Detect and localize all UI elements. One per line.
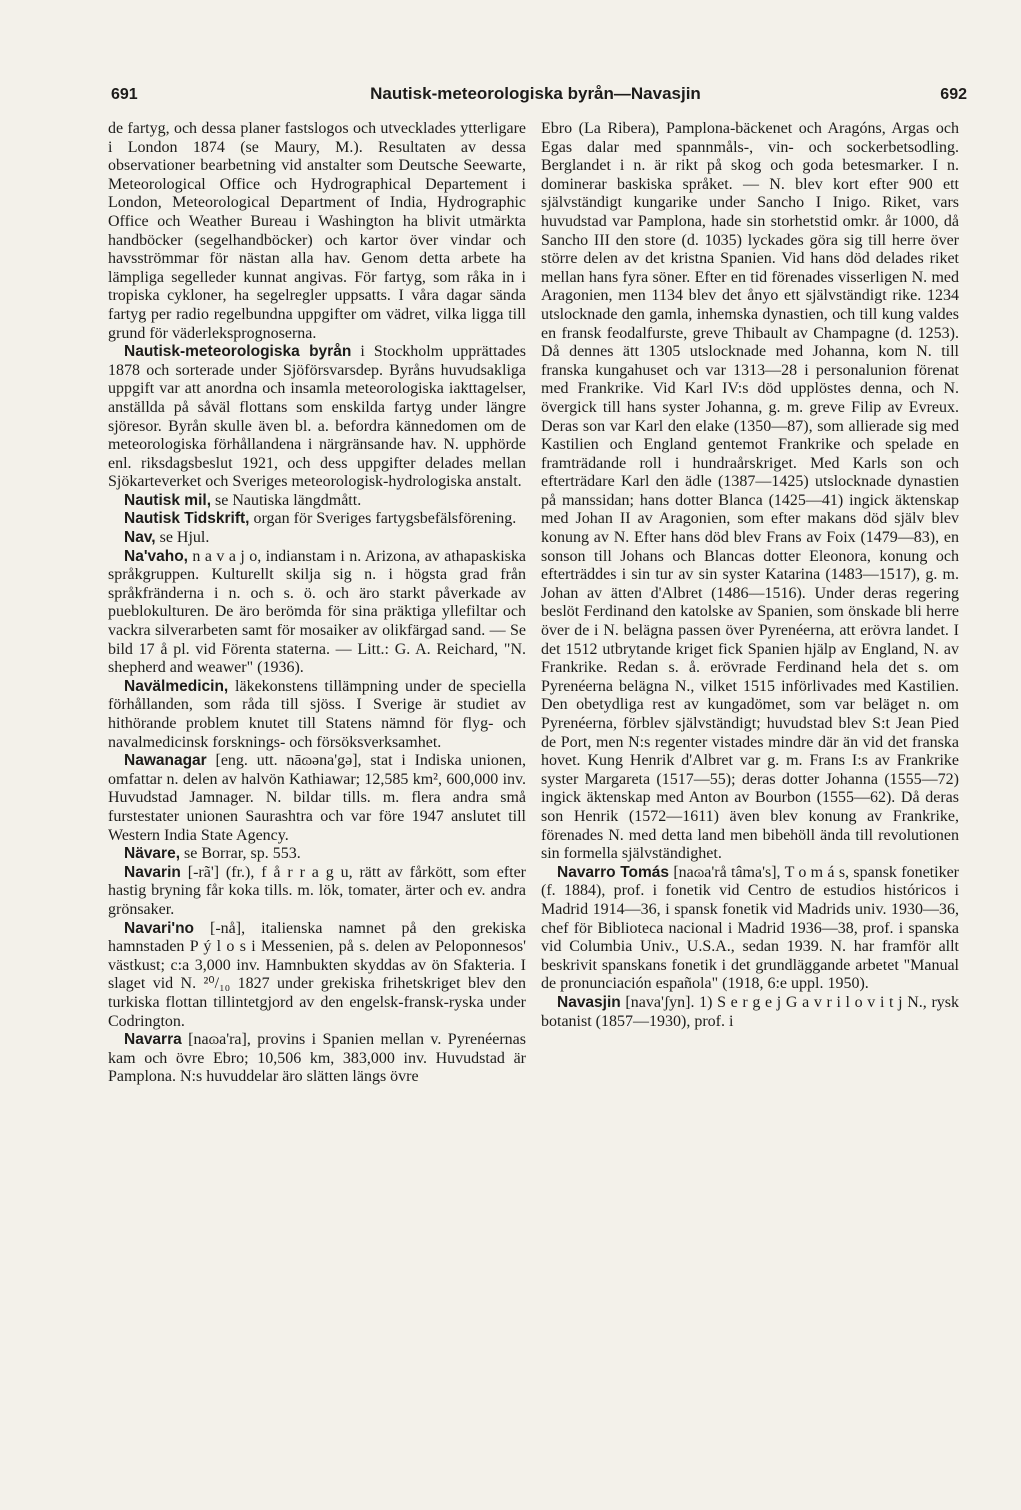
right-page-number: 692 — [940, 86, 967, 103]
entry-text: organ för Sveriges fartygsbefälsförening. — [249, 510, 517, 528]
dictionary-entry — [108, 845, 526, 864]
entry-headword: Nävare, — [124, 845, 181, 863]
dictionary-entry — [108, 492, 526, 511]
entry-text: de fartyg, och dessa planer fastslogos och utvecklades ytterligare i London 1874 (se Maury, M.). Resultaten av dessa observationer bearbetning vid anstalter som Deutsche Seewarte, Meteorological Office och Hydrographical Departement i London, Meteorological Department of India, Hydrographic Office och Weather Bureau i Washington ha blivit utmärkta handböcker (segelhandböcker) och kartor över vindar och havsströmmar för nästan alla hav. Genom detta arbete ha lämpliga segelleder kunnat angivas. För fartyg, som råka in i tropiska cykloner, ha segelregler uppsatts. I våra dagar sända fartyg per radio regelbundna uppgifter om vädret, vilka ligga till grund för väderleksprognoserna. — [108, 120, 526, 342]
entry-headword: Nautisk Tidskrift, — [124, 510, 250, 528]
entry-headword: Nawanagar — [124, 752, 207, 770]
entry-text: [-nå], italienska namnet på den grekiska hamnstaden P ý l o s i Messenien, på s. delen av Peloponnesos' västkust; c:a 3,000 inv. Hamnbukten skyddas av ön Sfakteria. I slaget vid N. ²⁰/₁₀ 1827 under grekiska frihetskriget blev den turkiska flottan tillintetgjord av den engelsk-fransk-ryska under Codrington. — [108, 919, 526, 1030]
entry-text: se Borrar, sp. 553. — [180, 845, 301, 863]
running-title: Nautisk-meteorologiska byrån—Navasjin — [370, 84, 701, 103]
entry-text: se Nautiska längdmått. — [211, 491, 362, 509]
dictionary-entry — [108, 548, 526, 678]
entry-headword: Navälmedicin, — [124, 677, 229, 695]
entry-text: läkekonstens tillämpning under de speciella förhållanden, som råda till sjöss. I Sverige är studiet av hithörande problem knutet till Statens nämnd för flyg- och navalmedicinsk forsknings- och försöksverksamhet. — [108, 677, 526, 751]
entry-text: i Stockholm upprättades 1878 och sorterade under Sjöförsvarsdep. Byråns huvudsakliga uppgift var att anordna och insamla meteorologiska iakttagelser, anställda på såväl flottans som enskilda fartyg under längre sjöresor. Byrån skulle även bl. a. befordra kännedomen om de meteorologiska förhållandena i närgränsande hav. N. upphörde enl. riksdagsbeslut 1921, och dess uppgifter delades mellan Sjökarteverket och Sveriges meteorologisk-hydrologiska anstalt. — [108, 343, 527, 491]
dictionary-entry — [108, 1031, 526, 1087]
left-page-number: 691 — [111, 86, 138, 103]
entry-text: [-rã'] (fr.), f å r r a g u, rätt av fårkött, som efter hastig bryning får koka tills. m. lök, tomater, ärter och ev. andra grönsaker. — [108, 863, 526, 918]
entry-continuation — [541, 120, 959, 864]
entry-headword: Navarra — [124, 1031, 182, 1049]
entry-headword: Nautisk-meteorologiska byrån — [124, 343, 352, 361]
entry-headword: Navari'no — [124, 919, 195, 937]
entry-continuation — [108, 120, 526, 343]
dictionary-entry — [108, 510, 526, 529]
page-header — [108, 84, 967, 108]
entry-headword: Nav, — [124, 529, 156, 547]
dictionary-entry — [108, 678, 526, 752]
entry-text: Ebro (La Ribera), Pamplona-bäckenet och Aragóns, Argas och Egas dalar med spannmåls-, vin- och sockerbetsodling. Berglandet i n. är rikt på skog och goda betesmarker. I n. dominerar baskiska språket. — N. blev kort efter 900 ett självständigt kungarike under Sancho I Inigo. Riket, vars huvudstad var Pamplona, hade sin storhetstid omkr. år 1000, då Sancho III den store (d. 1035) lyckades göra sig till herre över större delen av det kristna Spanien. Vid hans död delades riket mellan hans fyra söner. Efter en tid förenades visserligen N. med Aragonien, men 1134 blev det ånyo ett självständigt rike. 1234 utslocknade den gamla, inhemska dynastien, och till kung valdes en fransk feodalfurste, greve Thibault av Champagne (d. 1253). Då dennes ätt 1305 utslocknade med Johanna, kom N. till franska kungahuset och var 1313—28 i personalunion förenat med Frankrike. Vid Karl IV:s död upplöstes denna, och N. övergick till hans syster Johanna, g. m. greve Filip av Evreux. Deras son var Karl den elake (1350—87), som allierade sig med Kastilien och England gentemot Frankrike och spelade en framträdande roll i hundraårskriget. Med Karls son och efterträdare Karl den ädle (1387—1425) utslocknade dynastien på manssidan; hans dotter Blanca (1425—41) ingick äktenskap med Johan II av Aragonien, som efter makans död själv blev konung av N. Efter hans död blev Frans av Foix (1479—83), en sonson till Johans och Blancas dotter Eleonora, konung och efterträddes i sin tur av sin syster Katarina (1483—1517), g. m. Johan av ätten d'Albret (1486—1516). Under deras regering beslöt Ferdinand den katolske av Spanien, som önskade bli herre över de i N. belägna passen över Pyrenéerna, att erövra landet. I det 1512 utbrytande kriget fick Spanien hjälp av England, N. av Frankrike. Redan s. å. erövrade Ferdinand hela det s. om Pyrenéerna belägna N., vilket 1515 införlivades med Kastilien. Den obetydliga rest av kungadömet, som var beläget n. om Pyrenéerna, förblev självständigt; huvudstad blev S:t Jean Pied de Port, men N:s regenter vistades mindre där än vid det franska hovet. Kung Henrik d'Albret var g. m. Frans I:s av Frankrike syster Margareta (1517—55); deras dotter Johanna (1555—72) ingick äktenskap med Anton av Bourbon (1555—62). Då deras son Henrik (1572—1611) även blev konung av Frankrike, förenades N. med detta land men bibehöll ända till revolutionen sin formella självständighet. — [541, 120, 959, 863]
dictionary-entry — [108, 752, 526, 845]
entry-text: se Hjul. — [155, 529, 210, 547]
entry-headword: Navasjin — [557, 993, 621, 1011]
dictionary-entry — [108, 864, 526, 920]
entry-headword: Nautisk mil, — [124, 491, 211, 509]
entry-headword: Navarro Tomás — [557, 863, 670, 881]
entry-headword: Navarin — [124, 863, 181, 881]
entry-text: [nava'ʃyn]. 1) S e r g e j G a v r i l o v i t j N., rysk botanist (1857—1930), prof. i — [541, 993, 959, 1030]
entry-headword: Na'vaho, — [124, 547, 188, 565]
entry-text: [naɷa'ra], provins i Spanien mellan v. Pyrenéernas kam och övre Ebro; 10,506 km, 383,000 inv. Huvudstad är Pamplona. N:s huvuddelar äro slätten längs övre — [108, 1031, 526, 1086]
dictionary-entry — [108, 529, 526, 548]
entry-text: n a v a j o, indianstam i n. Arizona, av athapaskiska språkgruppen. Kulturellt skilja sig n. i högsta grad från språkfränderna i n. och s. ö. och äro starkt påverkade av pueblokulturen. De äro berömda för sina präktiga yllefiltar och vackra silverarbeten samt för mosaiker av olikfärgad sand. — Se bild 17 å pl. vid Förenta staterna. — Litt.: G. A. Reichard, "N. shepherd and weawer" (1936). — [108, 547, 526, 677]
entry-text: [eng. utt. nāɷəna'gə], stat i Indiska unionen, omfattar n. delen av halvön Kathiawar; 12,585 km², 600,000 inv. Huvudstad Jamnager. N. bildar tills. m. flera andra små furstestater unionen Saurashtra och var före 1947 anslutet till Western India State Agency. — [108, 752, 526, 844]
dictionary-entry — [108, 343, 526, 492]
dictionary-entry — [541, 994, 959, 1031]
entry-text: [naɷa'rå tâma's], T o m á s, spansk fonetiker (f. 1884), prof. i fonetik vid Centro de estudios históricos i Madrid 1914—36, i spansk fonetik vid Madrids univ. 1930—36, chef för Biblioteca nacional i Madrid 1936—38, prof. i spanska vid Columbia Univ., U.S.A., sedan 1939. N. har framför allt beskrivit spanskans fonetik i det grundläggande arbetet "Manual de pronunciación española" (1918, 6:e uppl. 1950). — [541, 863, 959, 993]
dictionary-entry — [541, 864, 959, 994]
dictionary-entry — [108, 920, 526, 1032]
right-column — [541, 120, 959, 1031]
left-column — [108, 120, 526, 1087]
